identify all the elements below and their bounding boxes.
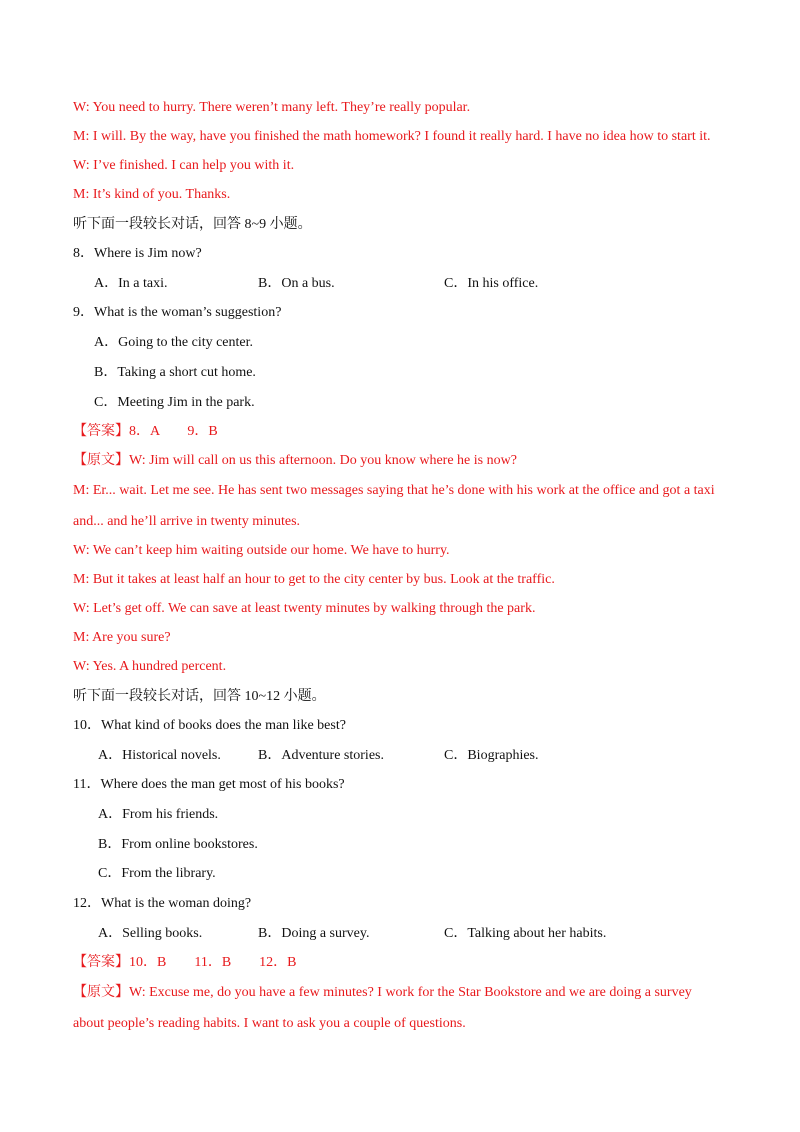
answer-text: 8．A 9．B: [129, 424, 218, 439]
answer-line: [73, 954, 297, 972]
answer-text: 10．B 11．B 12．B: [129, 955, 297, 970]
transcript-tag: 【原文】: [73, 985, 129, 1000]
transcript-tag: 【原文】: [73, 453, 129, 468]
transcript-text: W: Excuse me, do you have a few minutes? I work for the Star Bookstore and we are doing a survey: [129, 985, 692, 1000]
transcript-line: [73, 452, 517, 470]
question-8-option-a: A．In a taxi.: [94, 276, 168, 291]
transcript-line: M: It’s kind of you. Thanks.: [73, 187, 231, 202]
question-11-option-b: B．From online bookstores.: [98, 837, 258, 852]
answer-tag: 【答案】: [73, 424, 129, 439]
question-8-option-b: B．On a bus.: [258, 276, 335, 291]
transcript-line: W: You need to hurry. There weren’t many left. They’re really popular.: [73, 100, 471, 115]
question-11-option-c: C．From the library.: [98, 866, 216, 881]
section-instruction: 听下面一段较长对话，回答 8~9 小题。: [73, 217, 312, 232]
transcript-line: about people’s reading habits. I want to ask you a couple of questions.: [73, 1016, 466, 1031]
transcript-line: and... and he’ll arrive in twenty minutes.: [73, 514, 301, 529]
answer-tag: 【答案】: [73, 955, 129, 970]
transcript-line: M: Are you sure?: [73, 630, 171, 645]
question-11-option-a: A．From his friends.: [98, 807, 219, 822]
transcript-text: W: Jim will call on us this afternoon. Do you know where he is now?: [129, 453, 517, 468]
question-8-option-c: C．In his office.: [444, 276, 539, 291]
transcript-line: [73, 984, 692, 1002]
transcript-line: M: But it takes at least half an hour to get to the city center by bus. Look at the traffic.: [73, 572, 555, 587]
question-9-stem: 9．What is the woman’s suggestion?: [73, 305, 282, 320]
question-11-stem: 11．Where does the man get most of his books?: [73, 777, 345, 792]
question-12-stem: 12．What is the woman doing?: [73, 896, 252, 911]
question-8-stem: 8．Where is Jim now?: [73, 246, 202, 261]
transcript-line: W: Yes. A hundred percent.: [73, 659, 227, 674]
question-9-option-c: C．Meeting Jim in the park.: [94, 395, 255, 410]
transcript-line: M: I will. By the way, have you finished the math homework? I found it really hard. I have no idea how to start it.: [73, 129, 711, 144]
question-9-option-a: A．Going to the city center.: [94, 335, 254, 350]
transcript-line: W: I’ve finished. I can help you with it.: [73, 158, 295, 173]
question-9-option-b: B．Taking a short cut home.: [94, 365, 256, 380]
transcript-line: W: Let’s get off. We can save at least twenty minutes by walking through the park.: [73, 601, 536, 616]
answer-line: [73, 423, 218, 441]
question-12-option-a: A．Selling books.: [98, 926, 203, 941]
question-10-option-a: A．Historical novels.: [98, 748, 221, 763]
question-12-option-c: C．Talking about her habits.: [444, 926, 607, 941]
section-instruction: 听下面一段较长对话，回答 10~12 小题。: [73, 689, 326, 704]
transcript-line: M: Er... wait. Let me see. He has sent two messages saying that he’s done with his work at the office and got a taxi: [73, 483, 715, 498]
question-10-stem: 10．What kind of books does the man like best?: [73, 718, 346, 733]
question-12-option-b: B．Doing a survey.: [258, 926, 370, 941]
transcript-line: W: We can’t keep him waiting outside our home. We have to hurry.: [73, 543, 450, 558]
question-10-option-b: B．Adventure stories.: [258, 748, 384, 763]
question-10-option-c: C．Biographies.: [444, 748, 539, 763]
